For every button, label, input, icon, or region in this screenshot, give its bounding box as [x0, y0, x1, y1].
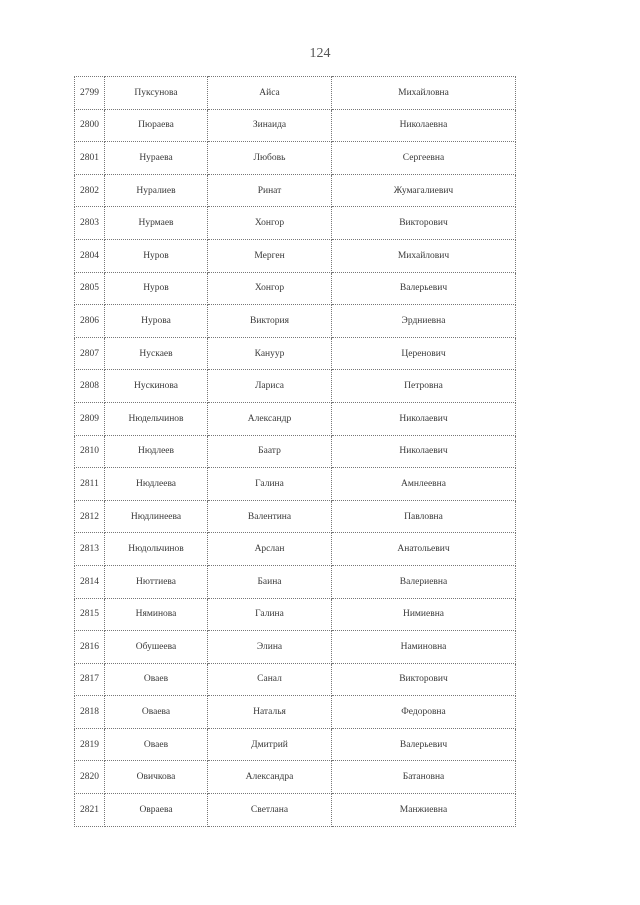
page-number: 124 [309, 46, 331, 61]
table-row [75, 272, 516, 305]
first-name-cell: Арслан [208, 533, 332, 566]
table-row [75, 207, 516, 240]
table-row [75, 728, 516, 761]
row-number-cell: 2807 [75, 337, 105, 370]
first-name-cell: Санал [208, 663, 332, 696]
first-name-cell: Хонгор [208, 207, 332, 240]
patronymic-cell: Эрдниевна [332, 305, 516, 338]
table-row [75, 239, 516, 272]
first-name-cell: Баатр [208, 435, 332, 468]
table-row [75, 77, 516, 110]
patronymic-cell: Валериевна [332, 565, 516, 598]
patronymic-cell: Валерьевич [332, 272, 516, 305]
last-name-cell: Нураева [105, 142, 208, 175]
row-number-cell: 2809 [75, 402, 105, 435]
row-number-cell: 2816 [75, 631, 105, 664]
table-row [75, 109, 516, 142]
last-name-cell: Нускинова [105, 370, 208, 403]
first-name-cell: Александр [208, 402, 332, 435]
first-name-cell: Кануур [208, 337, 332, 370]
last-name-cell: Оваев [105, 663, 208, 696]
first-name-cell: Галина [208, 468, 332, 501]
patronymic-cell: Павловна [332, 500, 516, 533]
row-number-cell: 2799 [75, 77, 105, 110]
row-number-cell: 2814 [75, 565, 105, 598]
first-name-cell: Виктория [208, 305, 332, 338]
first-name-cell: Наталья [208, 696, 332, 729]
first-name-cell: Дмитрий [208, 728, 332, 761]
first-name-cell: Лариса [208, 370, 332, 403]
last-name-cell: Нюдольчинов [105, 533, 208, 566]
patronymic-cell: Петровна [332, 370, 516, 403]
last-name-cell: Нюдлеева [105, 468, 208, 501]
first-name-cell: Зинаида [208, 109, 332, 142]
last-name-cell: Пюраева [105, 109, 208, 142]
row-number-cell: 2821 [75, 794, 105, 827]
patronymic-cell: Анатольевич [332, 533, 516, 566]
last-name-cell: Няминова [105, 598, 208, 631]
patronymic-cell: Николаевна [332, 109, 516, 142]
patronymic-cell: Нимиевна [332, 598, 516, 631]
patronymic-cell: Батановна [332, 761, 516, 794]
row-number-cell: 2817 [75, 663, 105, 696]
row-number-cell: 2818 [75, 696, 105, 729]
patronymic-cell: Амнлеевна [332, 468, 516, 501]
patronymic-cell: Викторович [332, 663, 516, 696]
first-name-cell: Мерген [208, 239, 332, 272]
row-number-cell: 2813 [75, 533, 105, 566]
row-number-cell: 2815 [75, 598, 105, 631]
row-number-cell: 2801 [75, 142, 105, 175]
patronymic-cell: Федоровна [332, 696, 516, 729]
table-row [75, 761, 516, 794]
first-name-cell: Элина [208, 631, 332, 664]
patronymic-cell: Сергеевна [332, 142, 516, 175]
patronymic-cell: Манжиевна [332, 794, 516, 827]
patronymic-cell: Викторович [332, 207, 516, 240]
table-row [75, 631, 516, 664]
roster-table [74, 76, 516, 827]
last-name-cell: Нюттиева [105, 565, 208, 598]
table-row [75, 174, 516, 207]
row-number-cell: 2819 [75, 728, 105, 761]
first-name-cell: Галина [208, 598, 332, 631]
last-name-cell: Нускаев [105, 337, 208, 370]
patronymic-cell: Церенович [332, 337, 516, 370]
first-name-cell: Любовь [208, 142, 332, 175]
table-row [75, 468, 516, 501]
table-row [75, 142, 516, 175]
row-number-cell: 2811 [75, 468, 105, 501]
table-row [75, 598, 516, 631]
table-row [75, 435, 516, 468]
table-row [75, 533, 516, 566]
patronymic-cell: Жумагалиевич [332, 174, 516, 207]
row-number-cell: 2820 [75, 761, 105, 794]
last-name-cell: Нюдельчинов [105, 402, 208, 435]
patronymic-cell: Валерьевич [332, 728, 516, 761]
last-name-cell: Оваев [105, 728, 208, 761]
patronymic-cell: Михайловна [332, 77, 516, 110]
last-name-cell: Нурова [105, 305, 208, 338]
row-number-cell: 2808 [75, 370, 105, 403]
table-row [75, 663, 516, 696]
last-name-cell: Овраева [105, 794, 208, 827]
table-row [75, 337, 516, 370]
last-name-cell: Нюдлеев [105, 435, 208, 468]
table-row [75, 370, 516, 403]
first-name-cell: Айса [208, 77, 332, 110]
patronymic-cell: Наминовна [332, 631, 516, 664]
row-number-cell: 2802 [75, 174, 105, 207]
last-name-cell: Нуралиев [105, 174, 208, 207]
row-number-cell: 2812 [75, 500, 105, 533]
last-name-cell: Овичкова [105, 761, 208, 794]
row-number-cell: 2805 [75, 272, 105, 305]
table-row [75, 565, 516, 598]
table-row [75, 305, 516, 338]
first-name-cell: Ринат [208, 174, 332, 207]
last-name-cell: Пуксунова [105, 77, 208, 110]
first-name-cell: Баина [208, 565, 332, 598]
first-name-cell: Александра [208, 761, 332, 794]
last-name-cell: Оваева [105, 696, 208, 729]
table-row [75, 696, 516, 729]
first-name-cell: Хонгор [208, 272, 332, 305]
first-name-cell: Валентина [208, 500, 332, 533]
table-row [75, 794, 516, 827]
row-number-cell: 2806 [75, 305, 105, 338]
last-name-cell: Обушеева [105, 631, 208, 664]
last-name-cell: Нурмаев [105, 207, 208, 240]
last-name-cell: Нуров [105, 239, 208, 272]
last-name-cell: Нюдлинеева [105, 500, 208, 533]
last-name-cell: Нуров [105, 272, 208, 305]
table-row [75, 500, 516, 533]
row-number-cell: 2800 [75, 109, 105, 142]
patronymic-cell: Николаевич [332, 435, 516, 468]
row-number-cell: 2803 [75, 207, 105, 240]
row-number-cell: 2810 [75, 435, 105, 468]
roster-table-body [75, 77, 516, 827]
patronymic-cell: Николаевич [332, 402, 516, 435]
table-row [75, 402, 516, 435]
first-name-cell: Светлана [208, 794, 332, 827]
patronymic-cell: Михайлович [332, 239, 516, 272]
row-number-cell: 2804 [75, 239, 105, 272]
